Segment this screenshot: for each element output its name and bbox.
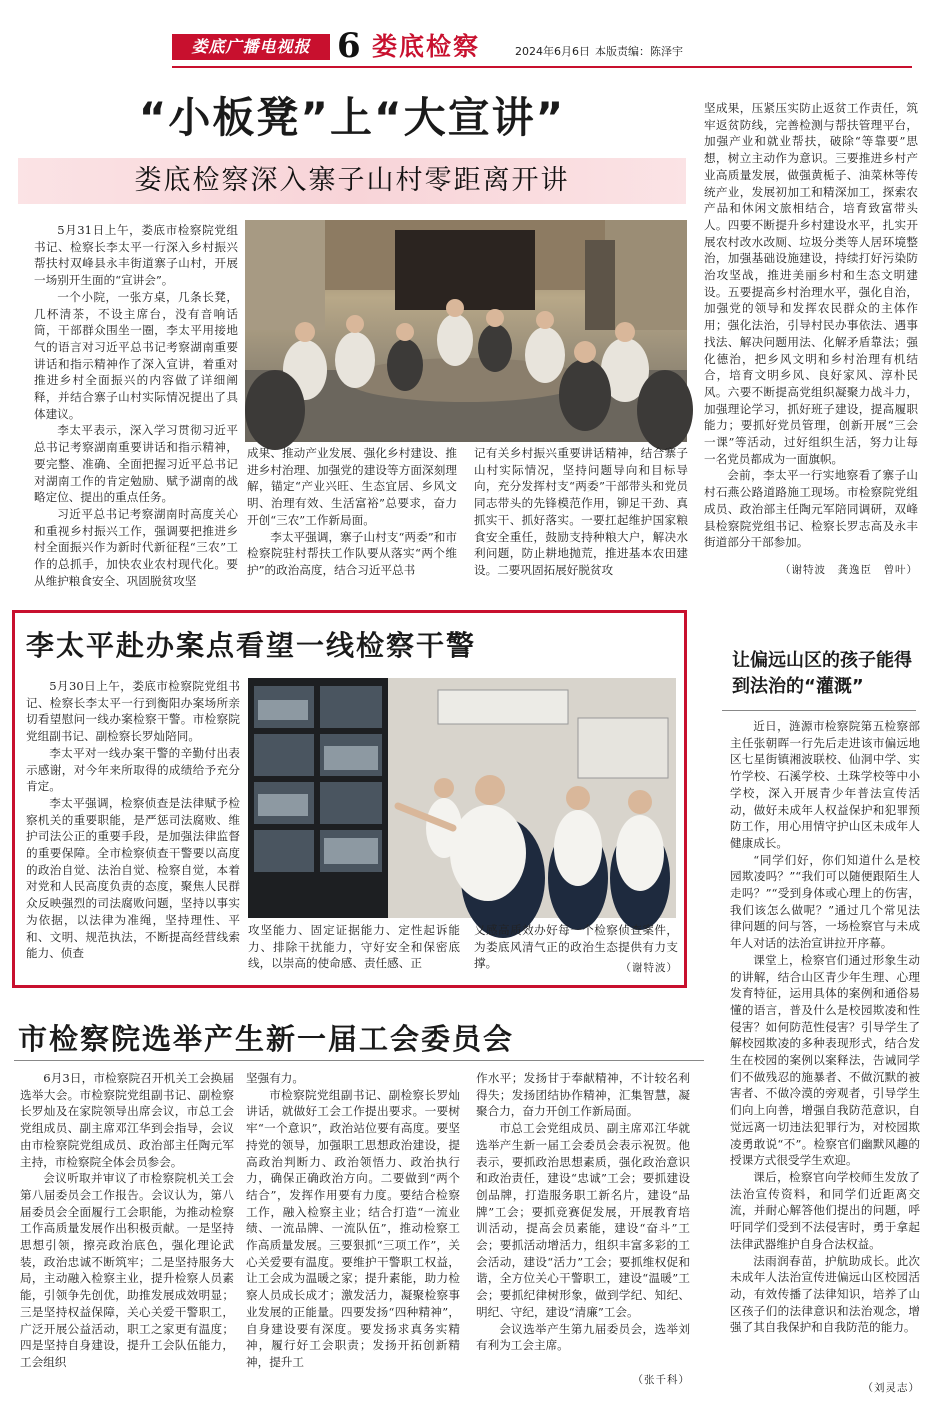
paragraph: 义感高质效办好每一个检察侦查案件，为娄底风清气正的政治生态提供有力支撑。 [474,923,678,971]
paragraph: 攻坚能力、固定证据能力、定性起诉能力、排除干扰能力，守好安全和保密底线，以崇高的使命感、责任感、正 [248,923,460,971]
article1-column-1 [34,222,238,588]
article1-column-3 [474,445,688,585]
article3-column-2 [246,1070,460,1386]
paragraph: 市总工会党组成员、副主席邓江华就选举产生新一届工会委员会表示祝贺。他表示，要抓政治思想素质，强化政治意识和政治责任，建设“忠诚”工会；要抓建设创品牌，打造服务职工新名片，建设“品牌”工会；要抓竞赛促发展，开展教育培训活动，提高会员素能，建设“奋斗”工会；要抓活动增活力，组织丰富多彩的工会活动，建设“活力”工会；要抓维权促和谐，全方位关心干警职工，建设“温暖”工会；要抓纪律树形象，做到学纪、知纪、明纪、守纪，建设“清廉”工会。 [476,1121,690,1319]
article3-headline: 市检察院选举产生新一届工会委员会 [18,1022,515,1056]
paragraph: 5月31日上午，娄底市检察院党组书记、检察长李太平一行深入乡村振兴帮扶村双峰县永丰街道寨子山村，开展一场别开生面的“宣讲会”。 [34,223,238,288]
paragraph: 坚成果，压紧压实防止返贫工作责任，筑牢返贫防线，完善检测与帮扶管理平台，加强产业和就业帮扶，破除“等靠要”思想，树立主动作为意识。三要推进乡村产业高质量发展，做强黄栀子、油菜林等传统产业，发展初加工和精深加工，探索农产品和休闲文旅相结合，培育致富带头人。四要不断提升乡村建设水平，扎实开展农村改水改厕、垃圾分类等人居环境整治，加强基础设施建设，持续打好污染防治攻坚战，推进美丽乡村和生态文明建设。五要提高乡村治理水平，强化自治，加强党的领导和发挥农民群众的主体作用；强化法治，引导村民办事依法、遇事找法、解决问题用法、化解矛盾靠法；强化德治，把乡风文明和乡村治理有机结合，培育文明乡风、良好家风、淳朴民风。六要不断提高党组织凝聚力战斗力，加强理论学习，抓好班子建设，提高履职能力；要抓好党员管理，创新开展“三会一课”等活动，过好组织生活，努力让每一名党员都成为一面旗帜。 [704,101,918,466]
paragraph: 课后，检察官向学校师生发放了法治宣传资料，和同学们近距离交流，并耐心解答他们提出的问题，呼吁同学们受到不法侵害时，勇于拿起法律武器维护自身合法权益。 [730,1169,920,1251]
paragraph: 李太平表示，深入学习贯彻习近平总书记考察湖南重要讲话和指示精神，要完整、准确、全面把握习近平总书记对湖南工作的肯定勉励、赋予湖南的战略定位、提出的重点任务。 [34,423,238,505]
paragraph: 李太平强调，检察侦查是法律赋予检察机关的重要职能，是严惩司法腐败、维护司法公正的重要手段，是加强法律监督的重要保障。全市检察侦查干警要以高度的政治自觉、法治自觉、检察自觉，本着对党和人民高度负责的态度，聚焦人民群众反映强烈的司法腐败问题，坚持以事实为依据，以法律为准绳，坚持理性、平和、文明、规范执法，不断提高经营线索能力、侦查 [26,795,240,961]
issue-date: 2024年6月6日 [515,45,590,58]
paragraph: 作水平；发扬甘于奉献精神，不计较名利得失；发扬团结协作精神，汇集智慧，凝聚合力，奋力开创工作新局面。 [476,1071,690,1119]
header-divider [172,66,912,68]
article1-subtitle: 娄底检察深入寨子山村零距离开讲 [134,165,570,196]
paragraph: 成果、推动产业发展、强化乡村建设、推进乡村治理、加强党的建设等方面深刻理解，锚定“产业兴旺、生态宜居、乡风文明、治理有效、生活富裕”总要求，奋力开创“三农”工作新局面。 [247,446,457,527]
paragraph: 李太平对一线办案干警的辛勤付出表示感谢，对今年来所取得的成绩给予充分肯定。 [26,745,240,794]
article1-photo [245,220,687,442]
sidebar-divider [722,710,916,711]
paragraph: 会议听取并审议了市检察院机关工会第八届委员会工作报告。会议认为，第八届委员会全面履行工会职能，为推动检察工作高质量发展作出积极贡献。一是坚持思想引领，擦亮政治底色，强化理论武装，政治忠诚不断筑牢；二是坚持服务大局，主动融入检察主业，提升检察人员素能，引领争先创优，助推发展成效明显；三是坚持权益保障，关心关爱干警职工，广泛开展公益活动，职工之家更有温度；四是坚持自身建设，提升工会队伍能力，工会组织 [20,1171,234,1369]
paragraph: 会前，李太平一行实地察看了寨子山村石燕公路道路施工现场。市检察院党组成员、政治部主任陶元军陪同调研，双峰县检察院党组书记、检察长罗志高及永丰街道部分干部参加。 [704,468,918,550]
paragraph: 市检察院党组副书记、副检察长罗灿讲话，就做好工会工作提出要求。一要树牢“一个意识”，政治站位要有高度。要坚持党的领导，加强职工思想政治建设，提高政治判断力、政治领悟力、政治执行力，确保正确政治方向。二要做到“两个结合”，发挥作用要有力度。要结合检察工作，融入检察主业；结合打造“一流业绩、一流品牌、一流队伍”，推动检察工作高质量发展。三要狠抓“三项工作”，关心关爱要有温度。要维护干警职工权益，让工会成为温暖之家；提升素能，助力检察人员成长成才；激发活力，凝聚检察事业发展的正能量。四要发扬“四种精神”，自身建设要有深度。要发扬求真务实精神，履行好工会职责；发扬开拓创新精神，提升工 [246,1087,460,1369]
paragraph: 会议选举产生第九届委员会，选举刘有利为工会主席。 [476,1321,690,1353]
paragraph: 法雨润春苗，护航助成长。此次未成年人法治宣传进偏远山区校园活动，有效传播了法律知识，培养了山区孩子们的法律意识和法治观念，增强了其自我保护和自我防范的能力。 [730,1253,920,1335]
section-title: 娄底检察 [372,32,481,61]
article3-divider [14,1060,704,1061]
page-number: 6 [337,26,361,66]
paragraph: 坚强有力。 [246,1071,304,1085]
article1-column-4 [704,100,918,562]
article3-column-3 [476,1070,690,1370]
paragraph: 课堂上，检察官们通过形象生动的讲解，结合山区青少年生理、心理发育特征，运用具体的案例和通俗易懂的语言，普及什么是校园欺凌和性侵害？如何防范性侵害？引导学生了解校园欺凌的多种表现形式，结合发生在校园的案例以案释法，告诫同学们不做残忍的施暴者、不做沉默的被害者、不做冷漠的旁观者，引导学生们向上向善，增强自我防范意识，自觉远离一切违法犯罪行为，对校园欺凌勇敢说“不”。检察官们幽默风趣的授课方式很受学生欢迎。 [730,952,920,1168]
article1-headline: “小板凳”上“大宣讲” [138,93,566,142]
article3-column-1 [20,1070,234,1386]
article3-byline: （张千科） [632,1374,690,1386]
page-editor: 本版责编：陈泽宇 [595,45,683,58]
article1-byline: （谢特波 龚逸臣 曾叶） [780,564,918,576]
paragraph: 近日，涟源市检察院第五检察部主任张朝晖一行先后走进该市偏远地区七星街镇湘波联校、仙洞中学、实竹学校、石溪学校、土珠学校等中小学校，深入开展青少年普法宣传活动，做好未成年人权益保护和犯罪预防工作，用心用情守护山区未成年人健康成长。 [730,719,920,850]
paragraph: 5月30日上午，娄底市检察院党组书记、检察长李太平一行到衡阳办案场所亲切看望慰问一线办案检察干警。市检察院党组副书记、副检察长罗灿陪同。 [26,679,240,744]
newspaper-brand: 娄底广播电视报 [172,34,330,60]
sidebar-headline: 让偏远山区的孩子能得到法治的“灌溉” [732,650,912,697]
paragraph: 李太平强调，寨子山村支“两委”和市检察院驻村帮扶工作队要从落实“两个维护”的政治高度，结合习近平总书 [247,529,457,577]
article2-column-2 [248,922,460,978]
article1-column-2 [247,445,457,585]
paragraph: 一个小院，一张方桌，几条长凳，几杯清茶，不设主席台，没有音响话筒，干部群众围坐一圈，李太平用接地气的语言对习近平总书记考察湖南重要讲话和指示精神作了深入宣讲，着重对推进乡村全面振兴的内容做了详细阐释，并结合寨子山村实际情况提出了具体建议。 [34,289,238,421]
sidebar-byline: （刘灵志） [862,1382,920,1394]
paragraph: 记有关乡村振兴重要讲话精神，结合寨子山村实际情况，坚持问题导向和目标导向，充分发挥村支“两委”干部带头和党员同志带头的先锋模范作用，铆足干劲、真抓实干、抓好落实。一要扛起维护国家粮食安全重任，鼓励支持种粮大户，解决水利问题，防止耕地抛荒，推进基本农田建设。二要巩固拓展好脱贫攻 [474,446,688,577]
village-meeting-illustration [245,220,687,442]
sidebar-body [730,718,920,1376]
article2-photo [248,678,676,918]
paragraph: 6月3日，市检察院召开机关工会换届选举大会。市检察院党组副书记、副检察长罗灿及在家院领导出席会议，市总工会党组成员、副主席邓江华到会指导，会议由市检察院党组成员、政治部主任陶元军主持，市检察院全体会员参会。 [20,1071,234,1169]
surveillance-wall-illustration [248,678,676,918]
article2-byline: （谢特波） [620,962,678,974]
article2-column-1 [26,678,240,980]
paragraph: “同学们好，你们知道什么是校园欺凌吗？”“我们可以随便跟陌生人走吗？”“受到身体或心理上的伤害，我们该怎么做呢？”通过几个常见法律问题的问与答，一场检察官与未成年人对话的法治宣讲拉开序幕。 [730,852,920,951]
article2-headline: 李太平赴办案点看望一线检察干警 [26,629,477,662]
paragraph: 习近平总书记考察湖南时高度关心和重视乡村振兴工作，强调要把推进乡村全面振兴作为新时代新征程“三农”工作的总抓手，加快农业农村现代化。要从维护粮食安全、巩固脱贫攻坚 [34,506,238,588]
